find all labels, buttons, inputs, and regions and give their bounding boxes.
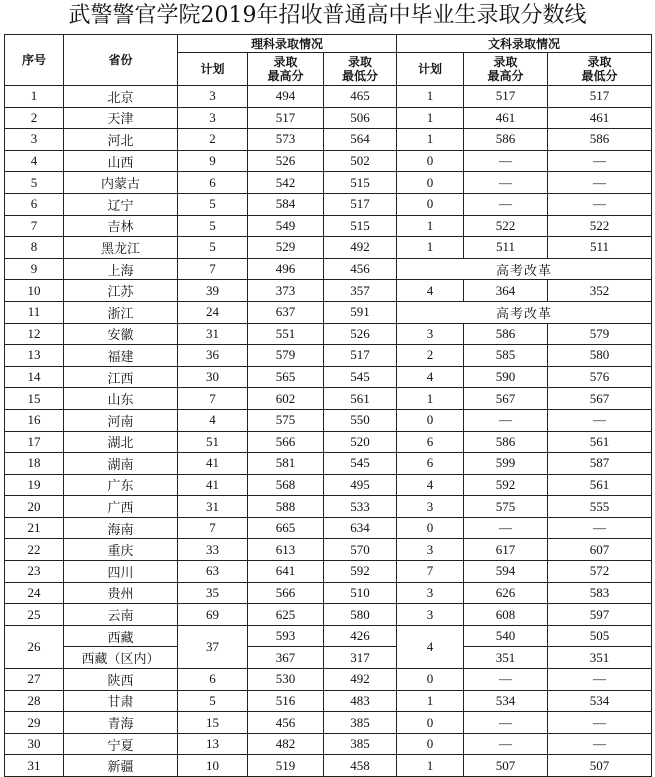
row-province: 甘肃 [64,690,178,712]
row-arts-plan: 4 [397,474,464,496]
table-row [5,237,652,259]
row-province: 河南 [64,409,178,431]
row-science-min: 634 [324,517,397,539]
row-science-plan: 6 [178,669,248,691]
row-province: 辽宁 [64,193,178,215]
row-science-min: 506 [324,107,397,129]
row-science-plan: 37 [178,625,248,668]
row-science-plan: 24 [178,301,248,323]
row-index: 11 [5,301,64,323]
row-province: 广东 [64,474,178,496]
row-arts-max: 534 [464,690,548,712]
table-row [5,733,652,755]
row-index: 16 [5,409,64,431]
row-index: 31 [5,755,64,777]
row-arts-max: 626 [464,582,548,604]
row-province: 山西 [64,150,178,172]
row-science-plan: 15 [178,712,248,734]
row-index: 13 [5,345,64,367]
row-index: 15 [5,388,64,410]
row-science-min: 515 [324,215,397,237]
row-arts-min: 534 [548,690,652,712]
row-arts-min: 587 [548,453,652,475]
row-arts-min: — [548,150,652,172]
row-arts-max: 585 [464,345,548,367]
row-arts-min: 583 [548,582,652,604]
table-row [5,582,652,604]
table-row [5,323,652,345]
row-science-plan: 30 [178,366,248,388]
row-science-min: 502 [324,150,397,172]
row-science-min: 580 [324,604,397,626]
table-row [5,215,652,237]
row-arts-max: 575 [464,496,548,518]
row-science-max: 637 [248,301,324,323]
table-row [5,388,652,410]
row-science-max: 579 [248,345,324,367]
row-arts-plan: 1 [397,107,464,129]
row-arts-max: — [464,733,548,755]
table-row [5,431,652,453]
table-row [5,150,652,172]
row-arts-plan: 1 [397,129,464,151]
row-arts-min: 561 [548,431,652,453]
row-arts-min: 572 [548,561,652,583]
row-arts-plan: 1 [397,755,464,777]
row-science-max: 573 [248,129,324,151]
row-arts-max: — [464,712,548,734]
row-index: 28 [5,690,64,712]
row-arts-min: 586 [548,129,652,151]
row-index: 17 [5,431,64,453]
row-arts-max: — [464,193,548,215]
row-science-min: 317 [324,647,397,669]
row-province: 河北 [64,129,178,151]
row-arts-max: 617 [464,539,548,561]
row-arts-min: 561 [548,474,652,496]
row-science-plan: 5 [178,690,248,712]
row-science-min: 570 [324,539,397,561]
table-row [5,409,652,431]
row-arts-plan: 0 [397,733,464,755]
table-row [5,474,652,496]
row-index: 12 [5,323,64,345]
row-arts-plan: 3 [397,604,464,626]
row-science-max: 566 [248,582,324,604]
row-province: 宁夏 [64,733,178,755]
header-science-min: 录取 最低分 [324,53,397,86]
table-row [5,193,652,215]
table-row [5,453,652,475]
row-province: 西藏（区内） [64,647,178,669]
row-index: 22 [5,539,64,561]
row-arts-max: 461 [464,107,548,129]
row-arts-note: 高考改革 [397,301,652,323]
row-province: 西藏 [64,625,178,647]
row-science-plan: 33 [178,539,248,561]
header-arts-plan: 计划 [397,53,464,86]
row-science-min: 483 [324,690,397,712]
row-arts-plan: 2 [397,345,464,367]
row-index: 18 [5,453,64,475]
row-arts-min: 507 [548,755,652,777]
row-arts-min: — [548,517,652,539]
row-science-min: 510 [324,582,397,604]
row-science-max: 494 [248,86,324,108]
table-row [5,604,652,626]
row-science-min: 465 [324,86,397,108]
row-science-max: 566 [248,431,324,453]
table-row [5,86,652,108]
row-science-plan: 3 [178,86,248,108]
row-science-max: 456 [248,712,324,734]
row-science-max: 542 [248,172,324,194]
row-province: 山东 [64,388,178,410]
row-science-max: 584 [248,193,324,215]
table-row [5,561,652,583]
row-arts-max: 586 [464,431,548,453]
table-row [5,345,652,367]
row-arts-max: — [464,669,548,691]
row-science-plan: 41 [178,474,248,496]
row-arts-max: — [464,150,548,172]
table-row [5,280,652,302]
row-province: 陕西 [64,669,178,691]
row-arts-max: — [464,172,548,194]
row-science-min: 458 [324,755,397,777]
row-arts-min: — [548,172,652,194]
table-row [5,755,652,777]
row-arts-plan: 7 [397,561,464,583]
row-province: 黑龙江 [64,237,178,259]
row-science-plan: 41 [178,453,248,475]
row-arts-max: 364 [464,280,548,302]
row-science-min: 385 [324,712,397,734]
row-science-plan: 31 [178,496,248,518]
row-province: 天津 [64,107,178,129]
row-province: 海南 [64,517,178,539]
row-science-max: 588 [248,496,324,518]
row-science-min: 492 [324,237,397,259]
row-science-min: 357 [324,280,397,302]
row-science-min: 561 [324,388,397,410]
row-science-max: 665 [248,517,324,539]
row-science-plan: 3 [178,107,248,129]
row-index: 8 [5,237,64,259]
row-arts-max: 540 [464,625,548,647]
row-arts-max: — [464,517,548,539]
row-arts-min: 517 [548,86,652,108]
header-arts-min: 录取 最低分 [548,53,652,86]
row-province: 浙江 [64,301,178,323]
row-arts-max: — [464,409,548,431]
row-arts-plan: 3 [397,582,464,604]
row-science-max: 529 [248,237,324,259]
row-arts-plan: 0 [397,517,464,539]
row-science-min: 517 [324,193,397,215]
row-science-plan: 69 [178,604,248,626]
row-arts-min: 597 [548,604,652,626]
row-arts-plan: 0 [397,712,464,734]
header-province: 省份 [64,35,178,86]
row-science-max: 568 [248,474,324,496]
row-province: 江苏 [64,280,178,302]
row-arts-min: 522 [548,215,652,237]
row-arts-min: 511 [548,237,652,259]
row-arts-min: 579 [548,323,652,345]
row-province: 贵州 [64,582,178,604]
row-arts-min: 352 [548,280,652,302]
row-science-plan: 5 [178,193,248,215]
row-arts-min: 351 [548,647,652,669]
row-science-plan: 6 [178,172,248,194]
row-science-max: 581 [248,453,324,475]
row-arts-max: 351 [464,647,548,669]
row-science-plan: 4 [178,409,248,431]
row-science-plan: 5 [178,215,248,237]
table-row [5,625,652,647]
row-province: 云南 [64,604,178,626]
header-arts-max: 录取 最高分 [464,53,548,86]
row-science-max: 551 [248,323,324,345]
row-science-max: 565 [248,366,324,388]
header-index: 序号 [5,35,64,86]
row-arts-max: 522 [464,215,548,237]
row-province: 福建 [64,345,178,367]
row-science-min: 545 [324,453,397,475]
table-row [5,366,652,388]
row-index: 7 [5,215,64,237]
row-arts-plan: 6 [397,431,464,453]
row-arts-max: 567 [464,388,548,410]
table-row [5,301,652,323]
row-arts-max: 507 [464,755,548,777]
row-science-min: 526 [324,323,397,345]
row-science-min: 520 [324,431,397,453]
row-science-plan: 7 [178,388,248,410]
row-province: 湖南 [64,453,178,475]
table-row [5,258,652,280]
row-arts-plan: 1 [397,690,464,712]
table-row [5,690,652,712]
row-science-max: 575 [248,409,324,431]
row-science-plan: 35 [178,582,248,604]
row-science-plan: 36 [178,345,248,367]
row-science-plan: 51 [178,431,248,453]
row-arts-plan: 1 [397,86,464,108]
row-science-max: 613 [248,539,324,561]
row-province: 青海 [64,712,178,734]
row-province: 四川 [64,561,178,583]
row-index: 1 [5,86,64,108]
table-row [5,539,652,561]
row-arts-plan: 4 [397,625,464,668]
row-arts-plan: 4 [397,280,464,302]
row-index: 19 [5,474,64,496]
row-arts-plan: 3 [397,539,464,561]
row-science-min: 564 [324,129,397,151]
row-arts-min: 607 [548,539,652,561]
row-arts-plan: 3 [397,496,464,518]
row-index: 20 [5,496,64,518]
table-row [5,172,652,194]
row-science-plan: 63 [178,561,248,583]
row-arts-max: 517 [464,86,548,108]
row-arts-plan: 6 [397,453,464,475]
table-row [5,496,652,518]
row-arts-plan: 4 [397,366,464,388]
row-province: 广西 [64,496,178,518]
row-arts-min: — [548,193,652,215]
row-arts-min: — [548,712,652,734]
row-arts-max: 586 [464,323,548,345]
row-science-plan: 2 [178,129,248,151]
row-province: 内蒙古 [64,172,178,194]
row-arts-max: 594 [464,561,548,583]
row-science-plan: 9 [178,150,248,172]
table-row [5,669,652,691]
row-science-plan: 5 [178,237,248,259]
row-science-max: 516 [248,690,324,712]
row-science-min: 456 [324,258,397,280]
row-arts-min: 567 [548,388,652,410]
table-row [5,647,652,669]
row-arts-plan: 0 [397,409,464,431]
row-science-min: 592 [324,561,397,583]
row-arts-note: 高考改革 [397,258,652,280]
row-index: 14 [5,366,64,388]
row-arts-min: 576 [548,366,652,388]
header-science-group: 理科录取情况 [178,35,397,53]
row-science-max: 625 [248,604,324,626]
row-province: 湖北 [64,431,178,453]
row-province: 安徽 [64,323,178,345]
row-science-max: 496 [248,258,324,280]
row-index: 5 [5,172,64,194]
table-row [5,129,652,151]
row-arts-min: 555 [548,496,652,518]
row-index: 26 [5,625,64,668]
row-arts-plan: 1 [397,237,464,259]
row-science-min: 517 [324,345,397,367]
row-province: 新疆 [64,755,178,777]
row-index: 27 [5,669,64,691]
row-arts-min: 461 [548,107,652,129]
row-science-plan: 7 [178,517,248,539]
header-science-plan: 计划 [178,53,248,86]
row-science-max: 526 [248,150,324,172]
header-science-max: 录取 最高分 [248,53,324,86]
row-science-plan: 39 [178,280,248,302]
row-province: 吉林 [64,215,178,237]
row-science-max: 519 [248,755,324,777]
row-arts-plan: 1 [397,388,464,410]
row-science-plan: 13 [178,733,248,755]
table-row [5,517,652,539]
row-arts-max: 590 [464,366,548,388]
row-index: 24 [5,582,64,604]
row-science-min: 385 [324,733,397,755]
row-arts-max: 511 [464,237,548,259]
row-science-max: 549 [248,215,324,237]
row-science-min: 426 [324,625,397,647]
row-arts-plan: 0 [397,669,464,691]
row-index: 25 [5,604,64,626]
row-index: 10 [5,280,64,302]
table-row [5,107,652,129]
row-arts-max: 608 [464,604,548,626]
row-science-plan: 10 [178,755,248,777]
row-index: 23 [5,561,64,583]
row-arts-max: 586 [464,129,548,151]
row-arts-plan: 0 [397,193,464,215]
row-science-max: 602 [248,388,324,410]
row-province: 北京 [64,86,178,108]
page-title: 武警警官学院2019年招收普通高中毕业生录取分数线 [68,3,587,28]
row-science-max: 517 [248,107,324,129]
row-index: 29 [5,712,64,734]
row-science-max: 530 [248,669,324,691]
row-province: 重庆 [64,539,178,561]
row-arts-min: — [548,669,652,691]
row-science-min: 495 [324,474,397,496]
row-arts-plan: 1 [397,215,464,237]
row-arts-min: 505 [548,625,652,647]
row-science-max: 373 [248,280,324,302]
row-index: 6 [5,193,64,215]
row-science-min: 545 [324,366,397,388]
row-science-plan: 31 [178,323,248,345]
row-science-min: 550 [324,409,397,431]
row-index: 21 [5,517,64,539]
row-science-max: 593 [248,625,324,647]
row-arts-max: 599 [464,453,548,475]
row-science-plan: 7 [178,258,248,280]
row-science-min: 492 [324,669,397,691]
row-science-max: 367 [248,647,324,669]
row-science-min: 591 [324,301,397,323]
row-science-max: 641 [248,561,324,583]
header-arts-group: 文科录取情况 [397,35,652,53]
row-arts-max: 592 [464,474,548,496]
row-arts-plan: 0 [397,150,464,172]
row-arts-min: — [548,733,652,755]
row-science-min: 515 [324,172,397,194]
row-province: 上海 [64,258,178,280]
row-arts-min: 580 [548,345,652,367]
row-arts-plan: 3 [397,323,464,345]
row-index: 4 [5,150,64,172]
row-index: 30 [5,733,64,755]
row-science-min: 533 [324,496,397,518]
row-province: 江西 [64,366,178,388]
row-arts-min: — [548,409,652,431]
admission-score-table [4,34,652,777]
row-index: 9 [5,258,64,280]
row-arts-plan: 0 [397,172,464,194]
table-row [5,712,652,734]
row-science-max: 482 [248,733,324,755]
row-index: 3 [5,129,64,151]
row-index: 2 [5,107,64,129]
